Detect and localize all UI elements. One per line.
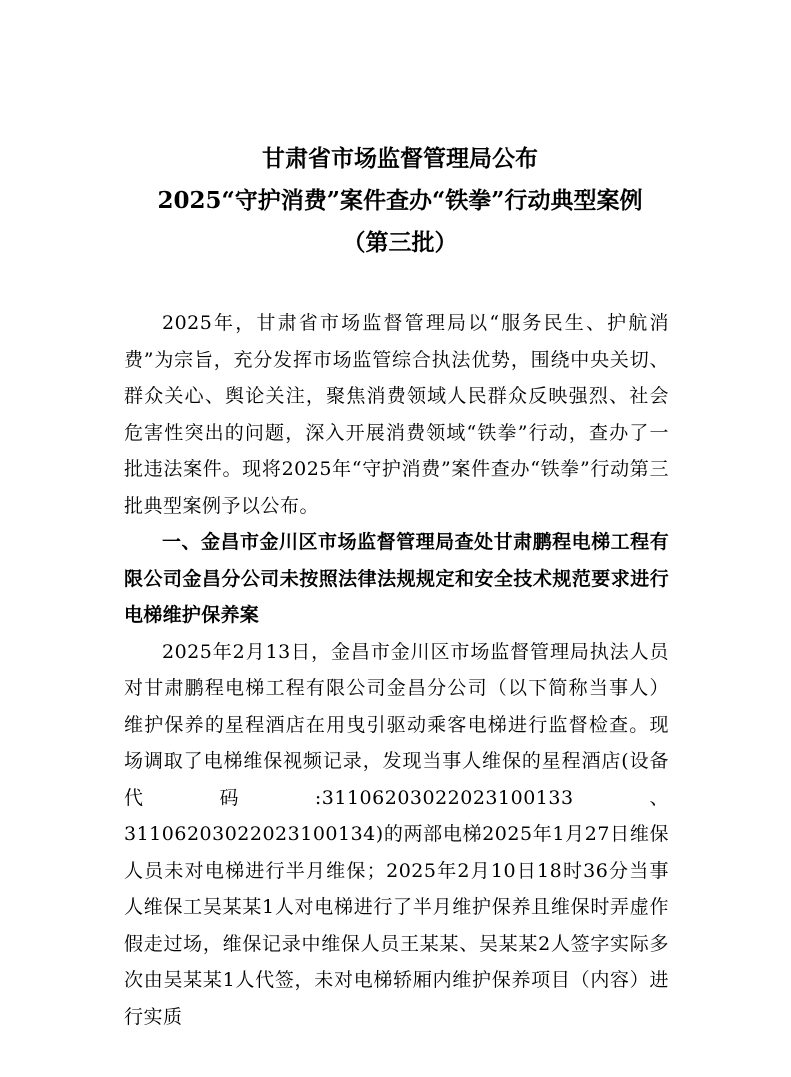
intro-paragraph: 2025年，甘肃省市场监督管理局以“服务民生、护航消费”为宗旨，充分发挥市场监管综合执法优势，围绕中央关切、群众关心、舆论关注，聚焦消费领域人民群众反映强烈、社会危害性突出的问题，深入开展消费领域“铁拳”行动，查办了一批违法案件。现将2025年“守护消费”案件查办“铁拳”行动第三批典型案例予以公布。 — [124, 312, 669, 517]
document-title-line-3: （第三批） — [342, 229, 458, 256]
document-title-line-2: 2025“守护消费”案件查办“铁拳”行动典型案例 — [157, 187, 643, 214]
section-1-paragraph: 2025年2月13日，金昌市金川区市场监督管理局执法人员对甘肃鹏程电梯工程有限公司金昌分公司（以下简称当事人）维护保养的星程酒店在用曳引驱动乘客电梯进行监督检查。现场调取了电梯维保视频记录，发现当事人维保的星程酒店(设备代码:31106203022023100133、31106203022023100134)的两部电梯2025年1月27日维保人员未对电梯进行半月维保；2025年2月10日18时36分当事人维保工吴某某1人对电梯进行了半月维护保养且维保时弄虚作假走过场，维保记录中维保人员王某某、吴某某2人签字实际多次由吴某某1人代签，未对电梯轿厢内维护保养项目（内容）进行实质 — [124, 640, 669, 1028]
document-body — [124, 305, 669, 1035]
section-1-heading: 一、金昌市金川区市场监督管理局查处甘肃鹏程电梯工程有限公司金昌分公司未按照法律法规规定和安全技术规范要求进行电梯维护保养案 — [124, 531, 669, 626]
document-title-line-1: 甘肃省市场监督管理局公布 — [262, 145, 538, 172]
